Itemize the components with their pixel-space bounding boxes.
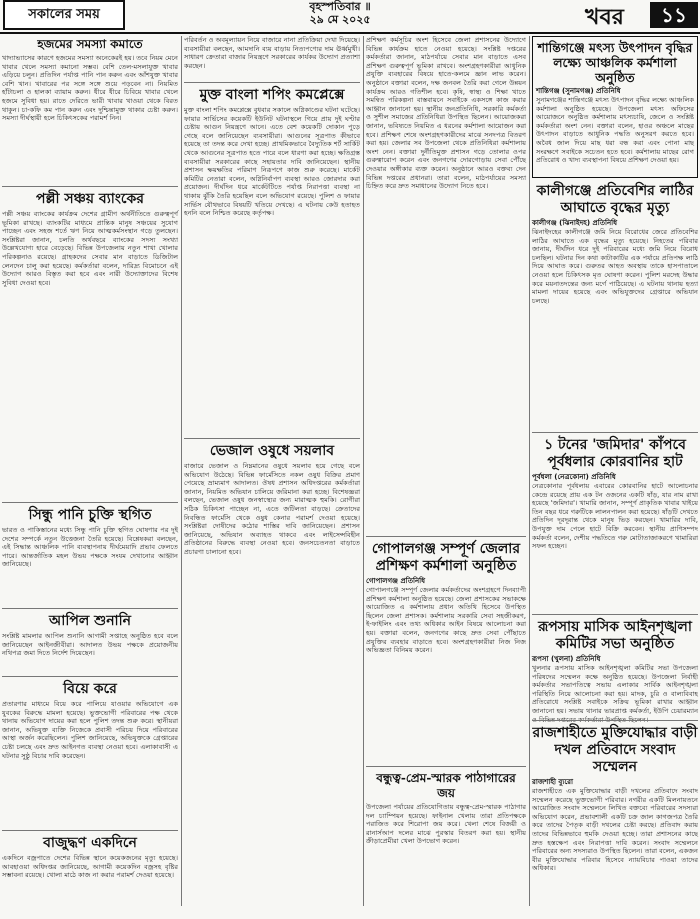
page-number: ১১ (650, 2, 698, 28)
headline: বাজুদ্ধণ একদিনে (43, 835, 137, 851)
article-body: সুনামগঞ্জের শান্তিগঞ্জে মৎস্য উৎপাদন বৃদ্ধির লক্ষ্যে আঞ্চলিক কর্মশালা অনুষ্ঠিত হয়েছে। উপজেলা মৎস্য অফিসের আয়োজনে অনুষ্ঠিত কর্মশালায় মৎস্যচাষি, জেলে ও সংশ্লিষ্ট কর্মকর্তারা অংশ নেন। বক্তারা বলেন, হাওর অঞ্চলে মাছের উৎপাদন বাড়াতে আধুনিক পদ্ধতি অনুসরণ করতে হবে। অবৈধ জাল দিয়ে মাছ ধরা বন্ধ করা এবং পোনা মাছ সংরক্ষণে সবাইকে সচেতন হতে হবে। কর্মশালায় মাছের রোগ প্রতিরোধ ও খাদ্য ব্যবস্থাপনা বিষয়ে প্রশিক্ষণ দেওয়া হয়। (536, 96, 694, 165)
issue-date: ২৯ মে ২০২৫ (309, 13, 371, 26)
headline: ভেজাল ওষুধে সয়লাব (209, 443, 335, 459)
headline: ১ টনের 'জমিদার' কাঁপবে পূর্বধলার কোরবানির হাট (544, 437, 686, 470)
article-appeal (2, 612, 178, 674)
column-rule (363, 36, 364, 906)
headline: আপিল শুনানি (49, 613, 131, 629)
article-body: খুলনার রূপসায় মাসিক আইনশৃঙ্খলা কমিটির সভা উপজেলা পরিষদের সম্মেলন কক্ষে অনুষ্ঠিত হয়েছে। উপজেলা নির্বাহী কর্মকর্তার সভাপতিত্বে সভায় এলাকার সার্বিক আইনশৃঙ্খলা পরিস্থিতি নিয়ে আলোচনা করা হয়। মাদক, চুরি ও বাল্যবিবাহ প্রতিরোধে সংশ্লিষ্ট সবাইকে সক্রিয় ভূমিকা রাখার আহ্বান জানানো হয়। সভায় থানার ভারপ্রাপ্ত কর্মকর্তা, ইউপি চেয়ারম্যান (532, 664, 698, 715)
headline: রূপসায় মাসিক আইনশৃঙ্খলা কমিটির সভা অনুষ্ঠিত (538, 619, 692, 652)
dateline (240, 0, 440, 26)
article-body: বাজারে ভেজাল ও নিম্নমানের ওষুধে সয়লাব হয়ে গেছে বলে অভিযোগ উঠেছে। বিভিন্ন ফার্মেসিতে নকল ওষুধ বিক্রির প্রমাণ পেয়েছে ভ্রাম্যমাণ আদালত। ঔষধ প্রশাসন অধিদপ্তরের কর্মকর্তারা জানান, নিয়মিত অভিযান চালিয়ে জরিমানা করা হচ্ছে। বিশেষজ্ঞরা বলছেন, ভেজাল ওষুধ জনস্বাস্থ্যের জন্য মারাত্মক হুমকি। রোগীরা সঠিক চিকিৎসা পাচ্ছেন না, এতে জটিলতা বাড়ছে। ক্রেতাদের নিবন্ধিত ফার্মেসি থেকে ওষুধ কেনার পরামর্শ দেওয়া হয়েছে। সংশ্লিষ্টরা দোষীদের কঠোর শাস্তির দাবি জানিয়েছেন। প্রশাসন জানিয়েছে, অভিযান অব্যাহত থাকবে এবং লাইসেন্সবিহীন প্রতিষ্ঠানের বিরুদ্ধে ব্যবস্থা নেওয়া হবে। জনসচেতনতা বাড়াতে প্রচারণা চালানো হবে। (184, 462, 360, 556)
article-zamindar-bull (532, 436, 698, 612)
headline: রাজশাহীতে মুক্তিযোদ্ধার বাড়ী দখল প্রতিবাদে সংবাদ সম্মেলন (532, 725, 698, 775)
headline: সিন্ধু পানি চুক্তি স্থগিত (28, 507, 152, 523)
article-thunder (2, 834, 178, 906)
headline: পল্লী সঞ্চয় ব্যাংকের (35, 191, 144, 207)
article-body: একদিনে বজ্রপাতে দেশের বিভিন্ন স্থানে কয়েকজনের মৃত্যু হয়েছে। আবহাওয়া অধিদপ্তর জানিয়েছে, আগামী কয়েকদিন বজ্রসহ বৃষ্টির সম্ভাবনা রয়েছে। খোলা মাঠে কাজ না করার পরামর্শ দেওয়া হয়েছে। (2, 854, 178, 880)
byline: রূপসা (খুলনা) প্রতিনিধি (532, 655, 601, 663)
article-body: পল্লী সঞ্চয় ব্যাংকের কার্যক্রম দেশের গ্রামীণ অর্থনীতিতে গুরুত্বপূর্ণ ভূমিকা রাখছে। ব্যাংকটির মাধ্যমে প্রান্তিক মানুষ সঞ্চয়ের সুযোগ পাচ্ছেন এবং সহজ শর্তে ঋণ নিয়ে আত্মকর্মসংস্থান গড়ে তুলছেন। সংশ্লিষ্টরা জানান, চলতি অর্থবছরে ব্যাংকের সদস্য সংখ্যা উল্লেখযোগ্য হারে বেড়েছে। বিভিন্ন উপজেলায় নতুন শাখা খোলার পরিকল্পনাও রয়েছে। গ্রাহকদের সেবার মান বাড়াতে ডিজিটাল লেনদেন চালু করা হয়েছে। কর্মকর্তারা বলেন, দারিদ্র্য বিমোচনে এই উদ্যোগ আরও বিস্তৃত করা হবে এবং নারী উদ্যোক্তাদের বিশেষ সুবিধা দেওয়া হবে। (2, 210, 178, 287)
article-body: নেত্রকোনার পূর্বধলায় এবারের কোরবানির হাটে আলোচনার কেন্দ্রে রয়েছে প্রায় এক টন ওজনের একটি ষাঁড়, যার নাম রাখা হয়েছে 'জমিদার'। খামারি জানান, সম্পূর্ণ প্রাকৃতিক খাবার খাইয়ে তিন বছর ধরে গরুটিকে লালনপালন করা হয়েছে। ষাঁড়টি দেখতে প্রতিদিন দূরদূরান্ত থেকে মানুষ ভিড় করছেন। খামারির দাবি, উপযুক্ত দাম পেলে হাটে বিক্রি করবেন। স্থানীয় প্রাণিসম্পদ কর্মকর্তা বলেন, দেশীয় পদ্ধতিতে গরু মোটাতাজাকরণে খামারিরা সফল হচ্ছেন। (532, 482, 698, 551)
article-body: রাজশাহীতে এক মুক্তিযোদ্ধার বাড়ী দখলের প্রতিবাদে সংবাদ সম্মেলন করেছে ভুক্তভোগী পরিবার। নগরীর একটি মিলনায়তনে আয়োজিত সংবাদ সম্মেলনে লিখিত বক্তব্যে পরিবারের সদস্যরা অভিযোগ করেন, প্রভাবশালী একটি চক্র জাল কাগজপত্র তৈরি করে তাদের পৈতৃক বাড়ী দখলের চেষ্টা করছে। প্রতিবাদ করায় তাদের বিভিন্নভাবে হুমকি দেওয়া হচ্ছে। তারা প্রশাসনের কাছে দ্রুত হস্তক্ষেপ এবং নিরাপত্তা দাবি করেন। সংবাদ সম্মেলনে পরিবারের অন্য সদস্যরাও উপস্থিত ছিলেন। তারা বলেন, একজন বীর মুক্তিযোদ্ধার পরিবার হিসেবে ন্যায়বিচার পাওয়া তাদের অধিকার। (532, 787, 698, 873)
article-body: ঝিনাইদহের কালীগঞ্জে জমি নিয়ে বিরোধের জেরে প্রতিবেশির লাঠির আঘাতে এক বৃদ্ধের মৃত্যু হয়েছে। নিহতের পরিবার জানায়, দীর্ঘদিন ধরে দুই পরিবারের মধ্যে জমি নিয়ে বিরোধ চলছিল। ঘটনার দিন কথা কাটাকাটির এক পর্যায়ে প্রতিপক্ষ লাঠি দিয়ে আঘাত করে। গুরুতর আহত অবস্থায় তাকে হাসপাতালে নেওয়া হলে চিকিৎসক মৃত ঘোষণা করেন। পুলিশ মরদেহ উদ্ধার করে ময়নাতদন্তের জন্য মর্গে পাঠিয়েছে। এ ঘটনায় থানায় হত্যা মামলা দায়ের হয়েছে এবং অভিযুক্তদের গ্রেপ্তারে অভিযান চলছে। (532, 228, 698, 305)
article-library-win (366, 770, 526, 906)
byline: পূর্বধলা (নেত্রকোনা) প্রতিনিধি (532, 473, 616, 481)
article-fake-medicine (184, 442, 360, 906)
headline: হজমের সমস্যা কমাতে (37, 37, 143, 51)
headline: শান্তিগঞ্জে মৎস্য উৎপাদন বৃদ্ধির লক্ষ্যে আঞ্চলিক কর্মশালা অনুষ্ঠিত (537, 40, 693, 85)
article-body: প্রশিক্ষণ কর্মসূচির অংশ হিসেবে জেলা প্রশাসনের উদ্যোগে বিভিন্ন কার্যক্রম হাতে নেওয়া হয়েছে। সংশ্লিষ্ট দপ্তরের কর্মকর্তারা জানান, মাঠপর্যায়ে সেবার মান বাড়াতে এসব প্রশিক্ষণ গুরুত্বপূর্ণ ভূমিকা রাখবে। অংশগ্রহণকারীরা আধুনিক প্রযুক্তি ব্যবহারের বিষয়ে হাতে-কলমে জ্ঞান লাভ করেন। অনুষ্ঠানে বক্তারা বলেন, দক্ষ জনবল তৈরি করা গেলে উন্নয়ন কার্যক্রম আরও গতিশীল হবে। কৃষি, স্বাস্থ্য ও শিক্ষা খাতে সমন্বিত পরিকল্পনা বাস্তবায়নে সবাইকে একসঙ্গে কাজ করার আহ্বান জানানো হয়। স্থানীয় জনপ্রতিনিধি, সরকারি কর্মকর্তা ও সুশীল সমাজের প্রতিনিধিরা উপস্থিত ছিলেন। আয়োজকরা জানান, ভবিষ্যতে নিয়মিত এ ধরনের কর্মশালা আয়োজন করা হবে। প্রশিক্ষণ শেষে অংশগ্রহণকারীদের মাঝে সনদপত্র বিতরণ করা হয়। জেলার সব উপজেলা থেকে প্রতিনিধিরা কর্মশালায় অংশ নেন। বক্তারা দুর্নীতিমুক্ত প্রশাসন গড়ে তোলার ওপর গুরুত্বারোপ করেন এবং জনগণের দোরগোড়ায় সেবা পৌঁছে দেওয়ার অঙ্গীকার ব্যক্ত করেন। অনুষ্ঠানে আরও বক্তব্য দেন বিভিন্ন দপ্তরের প্রধানরা। তারা বলেন, মাঠপর্যায়ের সমস্যা চিহ্নিত করে দ্রুত সমাধানের উদ্যোগ নিতে হবে। (366, 36, 526, 191)
divider (184, 438, 360, 439)
article-kaliganj-death (532, 182, 698, 430)
divider (532, 720, 698, 721)
article-body: প্রতারণার মাধ্যমে বিয়ে করে পালিয়ে যাওয়ার অভিযোগে এক যুবকের বিরুদ্ধে মামলা হয়েছে। ভুক্তভোগী পরিবারের পক্ষ থেকে থানায় অভিযোগ দায়ের করা হলে পুলিশ তদন্ত শুরু করে। স্থানীয়রা জানান, অভিযুক্ত ব্যক্তি নিজেকে প্রবাসী পরিচয় দিয়ে পরিবারের আস্থা অর্জন করেছিলেন। পুলিশ জানিয়েছে, অভিযুক্তকে গ্রেপ্তারের চেষ্টা চলছে এবং দ্রুত আইনগত ব্যবস্থা নেওয়া হবে। এলাকাবাসী এ ঘটনার সুষ্ঠু বিচার দাবি করেছেন। (2, 700, 178, 760)
headline: বন্ধুত্ব-প্রেম-স্মারক পাঠাগারের জয় (376, 771, 516, 800)
byline: রাজশাহী ব্যুরো (532, 778, 574, 786)
byline: কালীগঞ্জ (ঝিনাইদহ) প্রতিনিধি (532, 219, 618, 227)
byline: শান্তিগঞ্জ (সুনামগঞ্জ) প্রতিনিধি (536, 87, 621, 95)
article-body: গোপালগঞ্জে সম্পূর্ণ জেলার কর্মকর্তাদের অংশগ্রহণে দিনব্যাপী প্রশিক্ষণ কর্মশালা অনুষ্ঠিত হয়েছে। জেলা প্রশাসকের সভাকক্ষে আয়োজিত এ কর্মশালায় প্রধান অতিথি হিসেবে উপস্থিত ছিলেন জেলা প্রশাসক। কর্মশালায় সরকারি সেবা সহজীকরণ, ই-ফাইলিং এবং তথ্য অধিকার আইন বিষয়ে আলোচনা করা হয়। বক্তারা বলেন, জনগণের কাছে দ্রুত সেবা পৌঁছাতে প্রযুক্তির ব্যবহার বাড়াতে হবে। অংশগ্রহণকারীরা নিজ নিজ অভিজ্ঞতা বিনিময় করেন। (366, 586, 526, 655)
article-body: উপজেলা পর্যায়ের প্রতিযোগিতায় বন্ধুত্ব-প্রেম-স্মারক পাঠাগার দল চ্যাম্পিয়ন হয়েছে। ফাইনাল খেলায় তারা প্রতিপক্ষকে পরাজিত করে শিরোপা জয় করে। খেলা শেষে বিজয়ী ও রানার্সআপ দলের মাঝে পুরস্কার বিতরণ করা হয়। স্থানীয় ক্রীড়াপ্রেমীরা খেলা উপভোগ করেন। (366, 803, 526, 846)
article-rajshahi-press (532, 724, 698, 906)
column-1 (2, 36, 178, 906)
column-rule (181, 36, 182, 906)
article-fish-workshop (532, 36, 698, 178)
newspaper-masthead: সকালের সময় (3, 0, 125, 30)
column-3 (366, 36, 526, 906)
article-training-continued (366, 36, 526, 534)
article-bank (2, 190, 178, 500)
divider (532, 614, 698, 615)
article-market-continued (184, 36, 360, 80)
article-body: খাদ্যাভ্যাসের কারণে হজমের সমস্যা অনেকেরই হয়। তবে নিয়ম মেনে খাবার খেলে সমস্যা কমানো সম্ভব। বেশি তেল-মসলাযুক্ত খাবার এড়িয়ে চলুন। প্রতিদিন পর্যাপ্ত পানি পান করুন এবং আঁশযুক্ত খাবার বেশি খান। খাবারের পর সঙ্গে সঙ্গে শুয়ে পড়বেন না। নিয়মিত হাঁটাচলা ও হালকা ব্যায়াম করুন। ধীরে ধীরে চিবিয়ে খাবার খেলে হজমে সুবিধা হয়। রাতে দেরিতে ভারী খাবার খাওয়া থেকে বিরত থাকুন। চা-কফি কম পান করুন এবং দুশ্চিন্তামুক্ত থাকার চেষ্টা করুন। সমস্যা দীর্ঘস্থায়ী হলে চিকিৎসকের পরামর্শ নিন। (2, 54, 178, 123)
divider (532, 432, 698, 433)
article-law-meeting (532, 618, 698, 718)
article-indus (2, 506, 178, 606)
article-hajj (2, 36, 178, 184)
article-marriage (2, 680, 178, 828)
headline: মুক্ত বাংলা শপিং কমপ্লেক্সে (199, 87, 345, 103)
divider (2, 608, 178, 609)
headline: গোপালগঞ্জ সম্পূর্ণ জেলার প্রশিক্ষণ কর্মশালা অনুষ্ঠিত (371, 541, 521, 574)
article-gopalganj-training (366, 540, 526, 764)
divider (2, 502, 178, 503)
divider (366, 536, 526, 537)
article-body: সংশ্লিষ্ট মামলার আপিল শুনানি আগামী সপ্তাহে অনুষ্ঠিত হবে বলে জানিয়েছেন আইনজীবীরা। আদালত উভয় পক্ষকে প্রয়োজনীয় নথিপত্র জমা দিতে নির্দেশ দিয়েছেন। (2, 632, 178, 658)
divider (184, 82, 360, 83)
headline: কালীগঞ্জে প্রতিবেশির লাঠির আঘাতে বৃদ্ধের মৃত্যু (536, 183, 694, 216)
article-body: মুক্ত বাংলা শপিং কমপ্লেক্সে বুধবার সকালে অগ্নিকাণ্ডের ঘটনা ঘটেছে। ফায়ার সার্ভিসের কয়েকটি ইউনিট ঘটনাস্থলে গিয়ে প্রায় দুই ঘণ্টার চেষ্টায় আগুন নিয়ন্ত্রণে আনে। এতে বেশ কয়েকটি দোকান পুড়ে গেছে বলে জানিয়েছেন ব্যবসায়ীরা। আগুনের সূত্রপাত কীভাবে হয়েছে তা তদন্ত করে দেখা হচ্ছে। প্রাথমিকভাবে বৈদ্যুতিক শর্ট সার্কিট থেকে আগুনের সূত্রপাত হতে পারে বলে ধারণা করা হচ্ছে। ক্ষতিগ্রস্ত ব্যবসায়ীরা সরকারের কাছে সহায়তার দাবি জানিয়েছেন। স্থানীয় প্রশাসন ক্ষয়ক্ষতির পরিমাণ নিরূপণে কাজ শুরু করেছে। মার্কেট কমিটির নেতারা বলেন, অগ্নিনির্বাপণ ব্যবস্থা আরও জোরদার করা প্রয়োজন। দীর্ঘদিন ধরে মার্কেটটিতে পর্যাপ্ত নিরাপত্তা ব্যবস্থা না থাকায় ঝুঁকি তৈরি হয়েছিল বলে অভিযোগ রয়েছে। পুলিশ ও ফায়ার সার্ভিস যৌথভাবে বিষয়টি খতিয়ে দেখছে। এ ঘটনায় কেউ হতাহত হননি বলে নিশ্চিত করেছে কর্তৃপক্ষ। (184, 106, 360, 218)
column-4 (532, 36, 698, 906)
article-body: পরিবর্তন ও অবমূল্যায়ন নিয়ে বাজারে নানা প্রতিক্রিয়া দেখা দিয়েছে। ব্যবসায়ীরা বলছেন, আমদানি ব্যয় বাড়ায় নিত্যপণ্যের দাম ঊর্ধ্বমুখী। সাধারণ ক্রেতারা বাজার নিয়ন্ত্রণে সরকারের কার্যকর উদ্যোগ প্রত্যাশা করছেন। (184, 36, 360, 70)
column-2 (184, 36, 360, 906)
column-rule (529, 36, 530, 906)
divider (2, 676, 178, 677)
article-shopping-complex (184, 86, 360, 436)
divider (2, 830, 178, 831)
divider (2, 186, 178, 187)
issue-day: বৃহস্পতিবার ॥ (309, 0, 371, 13)
section-title: খবর (585, 4, 624, 30)
article-body: ভারত ও পাকিস্তানের মধ্যে সিন্ধু পানি চুক্তি স্থগিত ঘোষণার পর দুই দেশের সম্পর্কে নতুন উত্তেজনা তৈরি হয়েছে। বিশ্লেষকরা বলছেন, এই সিদ্ধান্ত আঞ্চলিক পানি ব্যবস্থাপনায় দীর্ঘমেয়াদি প্রভাব ফেলতে পারে। আন্তর্জাতিক মহল উভয় পক্ষকে সংযম দেখানোর আহ্বান জানিয়েছে। (2, 526, 178, 569)
divider (366, 766, 526, 767)
byline: গোপালগঞ্জ প্রতিনিধি (366, 577, 426, 585)
page-header (0, 0, 700, 34)
headline: বিয়ে করে (63, 681, 117, 697)
